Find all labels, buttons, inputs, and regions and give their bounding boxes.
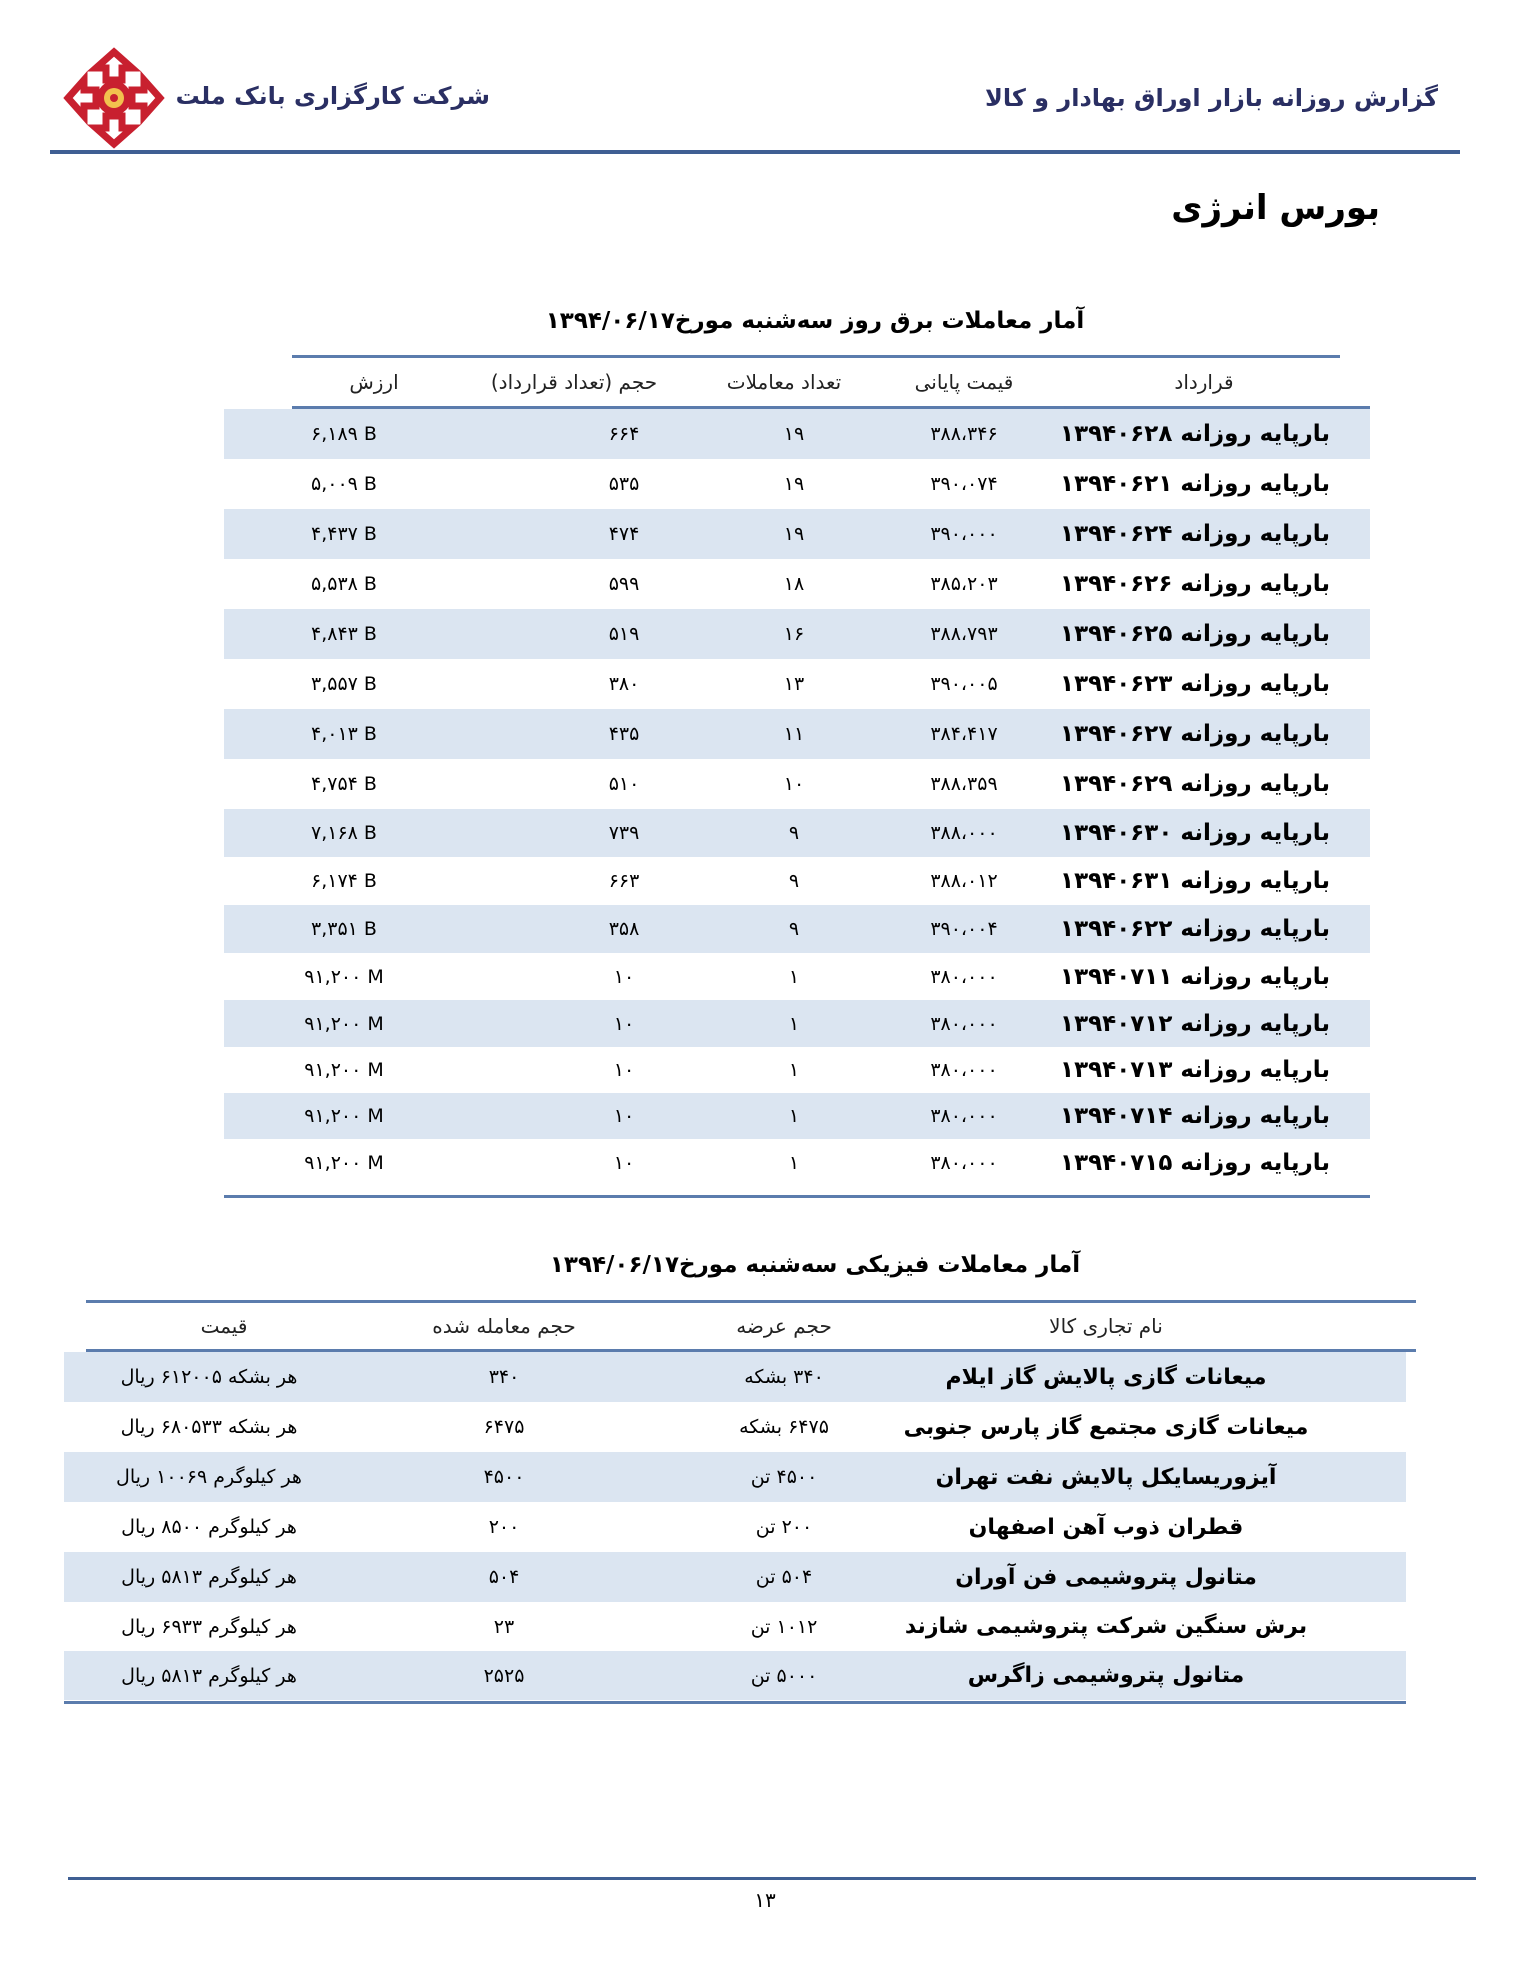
cell-volume: ۶۶۳ (608, 870, 640, 892)
table-row (224, 1093, 1370, 1139)
company-name: شرکت کارگزاری بانک ملت (175, 82, 490, 110)
cell-contract: بارپایه روزانه ۱۳۹۴۰۶۲۲ (1060, 916, 1330, 942)
cell-trades: ۹ (788, 870, 800, 892)
table-row (64, 1651, 1406, 1700)
cell-traded-volume: ۲۵۲۵ (483, 1664, 525, 1687)
cell-final-price: ۳۸۰،۰۰۰ (930, 965, 998, 988)
cell-final-price: ۳۹۰،۰۰۰ (930, 523, 998, 545)
cell-volume: ۱۰ (613, 965, 635, 988)
cell-volume: ۳۸۰ (608, 673, 640, 695)
cell-final-price: ۳۹۰،۰۰۴ (930, 918, 998, 940)
header-value: ارزش (349, 370, 399, 394)
table-row (224, 659, 1370, 709)
footer-divider (68, 1877, 1476, 1880)
cell-contract: بارپایه روزانه ۱۳۹۴۰۶۲۶ (1060, 571, 1330, 597)
cell-volume: ۵۹۹ (608, 573, 640, 595)
physical-table-title: آمار معاملات فیزیکی سه‌شنبه مورخ۱۳۹۴/۰۶/۱۷ (549, 1252, 1081, 1278)
cell-commodity: متانول پتروشیمی زاگرس (967, 1663, 1245, 1688)
physical-table-header (64, 1303, 1406, 1349)
cell-final-price: ۳۸۰،۰۰۰ (930, 1012, 998, 1035)
header-commodity: نام تجاری کالا (1049, 1314, 1163, 1338)
cell-volume: ۵۳۵ (608, 473, 640, 495)
cell-trades: ۱ (788, 1105, 800, 1127)
cell-trades: ۱ (788, 965, 800, 988)
header-volume: حجم (تعداد قرارداد) (490, 370, 658, 394)
table-row (224, 509, 1370, 559)
cell-trades: ۱۱ (783, 723, 805, 745)
cell-value: ۳,۵۵۷ B (311, 673, 377, 695)
cell-trades: ۱ (788, 1012, 800, 1035)
cell-final-price: ۳۸۰،۰۰۰ (930, 1152, 998, 1174)
cell-contract: بارپایه روزانه ۱۳۹۴۰۷۱۱ (1060, 963, 1330, 990)
cell-contract: بارپایه روزانه ۱۳۹۴۰۷۱۲ (1060, 1010, 1330, 1037)
cell-value: ۴,۴۳۷ B (311, 523, 377, 545)
cell-value: ۹۱,۲۰۰ M (304, 1152, 384, 1174)
cell-trades: ۹ (788, 918, 800, 940)
cell-trades: ۱۶ (783, 623, 805, 645)
report-title: گزارش روزانه بازار اوراق بهادار و کالا (984, 84, 1438, 112)
cell-volume: ۱۰ (613, 1152, 635, 1174)
cell-commodity: آیزوریسایکل پالایش نفت تهران (935, 1464, 1277, 1490)
cell-contract: بارپایه روزانه ۱۳۹۴۰۶۲۴ (1060, 521, 1330, 547)
table-row (224, 759, 1370, 809)
cell-value: ۵,۰۰۹ B (311, 473, 377, 495)
section-title: بورس انرژی (1171, 188, 1380, 228)
cell-volume: ۷۳۹ (608, 822, 640, 844)
cell-contract: بارپایه روزانه ۱۳۹۴۰۶۲۸ (1060, 421, 1330, 447)
table-row (64, 1452, 1406, 1502)
cell-value: ۳,۳۵۱ B (311, 918, 377, 940)
table-row (224, 809, 1370, 857)
cell-trades: ۱ (788, 1152, 800, 1174)
cell-price: هر بشکه ۶۱۲۰۰۵ ریال (120, 1366, 298, 1388)
cell-offered-volume: ۵۰۰۰ تن (750, 1664, 818, 1687)
cell-price: هر بشکه ۶۸۰۵۳۳ ریال (120, 1416, 298, 1438)
header-offered-volume: حجم عرضه (736, 1314, 832, 1338)
cell-volume: ۴۷۴ (608, 523, 640, 545)
cell-contract: بارپایه روزانه ۱۳۹۴۰۶۳۰ (1060, 820, 1330, 846)
cell-commodity: متانول پتروشیمی فن آوران (955, 1564, 1257, 1590)
cell-volume: ۴۳۵ (608, 723, 640, 745)
cell-value: ۶,۱۷۴ B (311, 870, 377, 892)
cell-final-price: ۳۹۰،۰۰۵ (930, 673, 998, 695)
cell-traded-volume: ۳۴۰ (488, 1366, 520, 1388)
header-final-price: قیمت پایانی (914, 370, 1014, 394)
header-price: قیمت (200, 1314, 248, 1338)
table-row (224, 905, 1370, 953)
cell-value: ۴,۰۱۳ B (311, 723, 377, 745)
cell-price: هر کیلوگرم ۱۰۰۶۹ ریال (116, 1466, 302, 1488)
cell-contract: بارپایه روزانه ۱۳۹۴۰۶۲۹ (1060, 771, 1330, 797)
table-row (224, 409, 1370, 459)
header-trades: تعداد معاملات (726, 370, 842, 394)
cell-traded-volume: ۶۴۷۵ (483, 1416, 525, 1438)
cell-commodity: قطران ذوب آهن اصفهان (968, 1514, 1244, 1540)
cell-trades: ۱۳ (783, 673, 805, 695)
cell-contract: بارپایه روزانه ۱۳۹۴۰۶۲۷ (1060, 721, 1330, 747)
header-contract: قرارداد (1174, 370, 1234, 394)
cell-value: ۴,۷۵۴ B (311, 773, 377, 795)
cell-offered-volume: ۳۴۰ بشکه (744, 1366, 824, 1388)
cell-price: هر کیلوگرم ۵۸۱۳ ریال (121, 1566, 297, 1588)
cell-commodity: برش سنگین شرکت پتروشیمی شازند (904, 1614, 1308, 1639)
physical-table-bottom-rule (64, 1701, 1406, 1704)
cell-contract: بارپایه روزانه ۱۳۹۴۰۷۱۵ (1060, 1150, 1330, 1176)
cell-trades: ۹ (788, 822, 800, 844)
cell-offered-volume: ۵۰۴ تن (755, 1566, 813, 1588)
electricity-table-header (224, 358, 1370, 406)
cell-value: ۹۱,۲۰۰ M (304, 1012, 384, 1035)
cell-trades: ۱۹ (783, 473, 805, 495)
cell-final-price: ۳۸۸،۳۴۶ (930, 423, 998, 445)
cell-final-price: ۳۸۴،۴۱۷ (930, 723, 998, 745)
table-row (224, 559, 1370, 609)
cell-volume: ۵۱۹ (608, 623, 640, 645)
cell-value: ۹۱,۲۰۰ M (304, 965, 384, 988)
cell-price: هر کیلوگرم ۶۹۳۳ ریال (121, 1615, 297, 1638)
table-row (224, 709, 1370, 759)
table-row (224, 857, 1370, 905)
cell-volume: ۳۵۸ (608, 918, 640, 940)
cell-volume: ۱۰ (613, 1105, 635, 1127)
cell-value: ۵,۵۳۸ B (311, 573, 377, 595)
header-traded-volume: حجم معامله شده (432, 1314, 576, 1338)
cell-final-price: ۳۹۰،۰۷۴ (930, 473, 998, 495)
cell-value: ۹۱,۲۰۰ M (304, 1059, 384, 1081)
cell-trades: ۱ (788, 1059, 800, 1081)
bank-mellat-logo-icon (62, 46, 166, 150)
cell-final-price: ۳۸۸،۰۰۰ (930, 822, 998, 844)
cell-price: هر کیلوگرم ۸۵۰۰ ریال (121, 1516, 297, 1538)
cell-contract: بارپایه روزانه ۱۳۹۴۰۶۲۱ (1060, 471, 1330, 497)
table-row (224, 1047, 1370, 1093)
cell-contract: بارپایه روزانه ۱۳۹۴۰۷۱۳ (1060, 1057, 1330, 1083)
page-number: ۱۳ (754, 1888, 776, 1912)
cell-final-price: ۳۸۸،۰۱۲ (930, 870, 998, 892)
table-row (224, 1139, 1370, 1187)
cell-offered-volume: ۱۰۱۲ تن (750, 1615, 818, 1638)
table-row (224, 1000, 1370, 1047)
electricity-table-body (224, 409, 1370, 1187)
table-row (64, 1352, 1406, 1402)
cell-value: ۶,۱۸۹ B (311, 423, 377, 445)
cell-trades: ۱۹ (783, 423, 805, 445)
cell-contract: بارپایه روزانه ۱۳۹۴۰۷۱۴ (1060, 1103, 1330, 1129)
cell-offered-volume: ۶۴۷۵ بشکه (739, 1416, 829, 1438)
cell-traded-volume: ۴۵۰۰ (483, 1466, 525, 1488)
physical-table-body (64, 1352, 1406, 1700)
cell-traded-volume: ۵۰۴ (488, 1566, 520, 1588)
header-divider (50, 150, 1460, 154)
cell-value: ۷,۱۶۸ B (311, 822, 377, 844)
cell-contract: بارپایه روزانه ۱۳۹۴۰۶۳۱ (1060, 868, 1330, 894)
table-row (64, 1402, 1406, 1452)
table-row (224, 609, 1370, 659)
table-row (64, 1602, 1406, 1651)
cell-trades: ۱۸ (783, 573, 805, 595)
cell-value: ۹۱,۲۰۰ M (304, 1105, 384, 1127)
cell-traded-volume: ۲۳ (493, 1615, 515, 1638)
cell-final-price: ۳۸۸،۳۵۹ (930, 773, 998, 795)
cell-commodity: میعانات گازی پالایش گاز ایلام (945, 1364, 1267, 1390)
electricity-table-title: آمار معاملات برق روز سه‌شنبه مورخ۱۳۹۴/۰۶/۱۷ (545, 308, 1085, 334)
cell-contract: بارپایه روزانه ۱۳۹۴۰۶۲۵ (1060, 621, 1330, 647)
cell-volume: ۱۰ (613, 1059, 635, 1081)
cell-offered-volume: ۲۰۰ تن (755, 1516, 813, 1538)
cell-contract: بارپایه روزانه ۱۳۹۴۰۶۲۳ (1060, 671, 1330, 697)
cell-volume: ۵۱۰ (608, 773, 640, 795)
cell-volume: ۶۶۴ (608, 423, 640, 445)
table-row (64, 1502, 1406, 1552)
cell-volume: ۱۰ (613, 1012, 635, 1035)
table-row (224, 953, 1370, 1000)
electricity-table-bottom-rule (224, 1195, 1370, 1198)
cell-final-price: ۳۸۰،۰۰۰ (930, 1105, 998, 1127)
cell-final-price: ۳۸۸،۷۹۳ (930, 623, 998, 645)
table-row (224, 459, 1370, 509)
cell-value: ۴,۸۴۳ B (311, 623, 377, 645)
cell-price: هر کیلوگرم ۵۸۱۳ ریال (121, 1664, 297, 1687)
cell-commodity: میعانات گازی مجتمع گاز پارس جنوبی (903, 1414, 1309, 1440)
cell-trades: ۱۰ (783, 773, 805, 795)
cell-offered-volume: ۴۵۰۰ تن (750, 1466, 818, 1488)
cell-final-price: ۳۸۵،۲۰۳ (930, 573, 998, 595)
cell-traded-volume: ۲۰۰ (488, 1516, 520, 1538)
cell-final-price: ۳۸۰،۰۰۰ (930, 1059, 998, 1081)
table-row (64, 1552, 1406, 1602)
cell-trades: ۱۹ (783, 523, 805, 545)
